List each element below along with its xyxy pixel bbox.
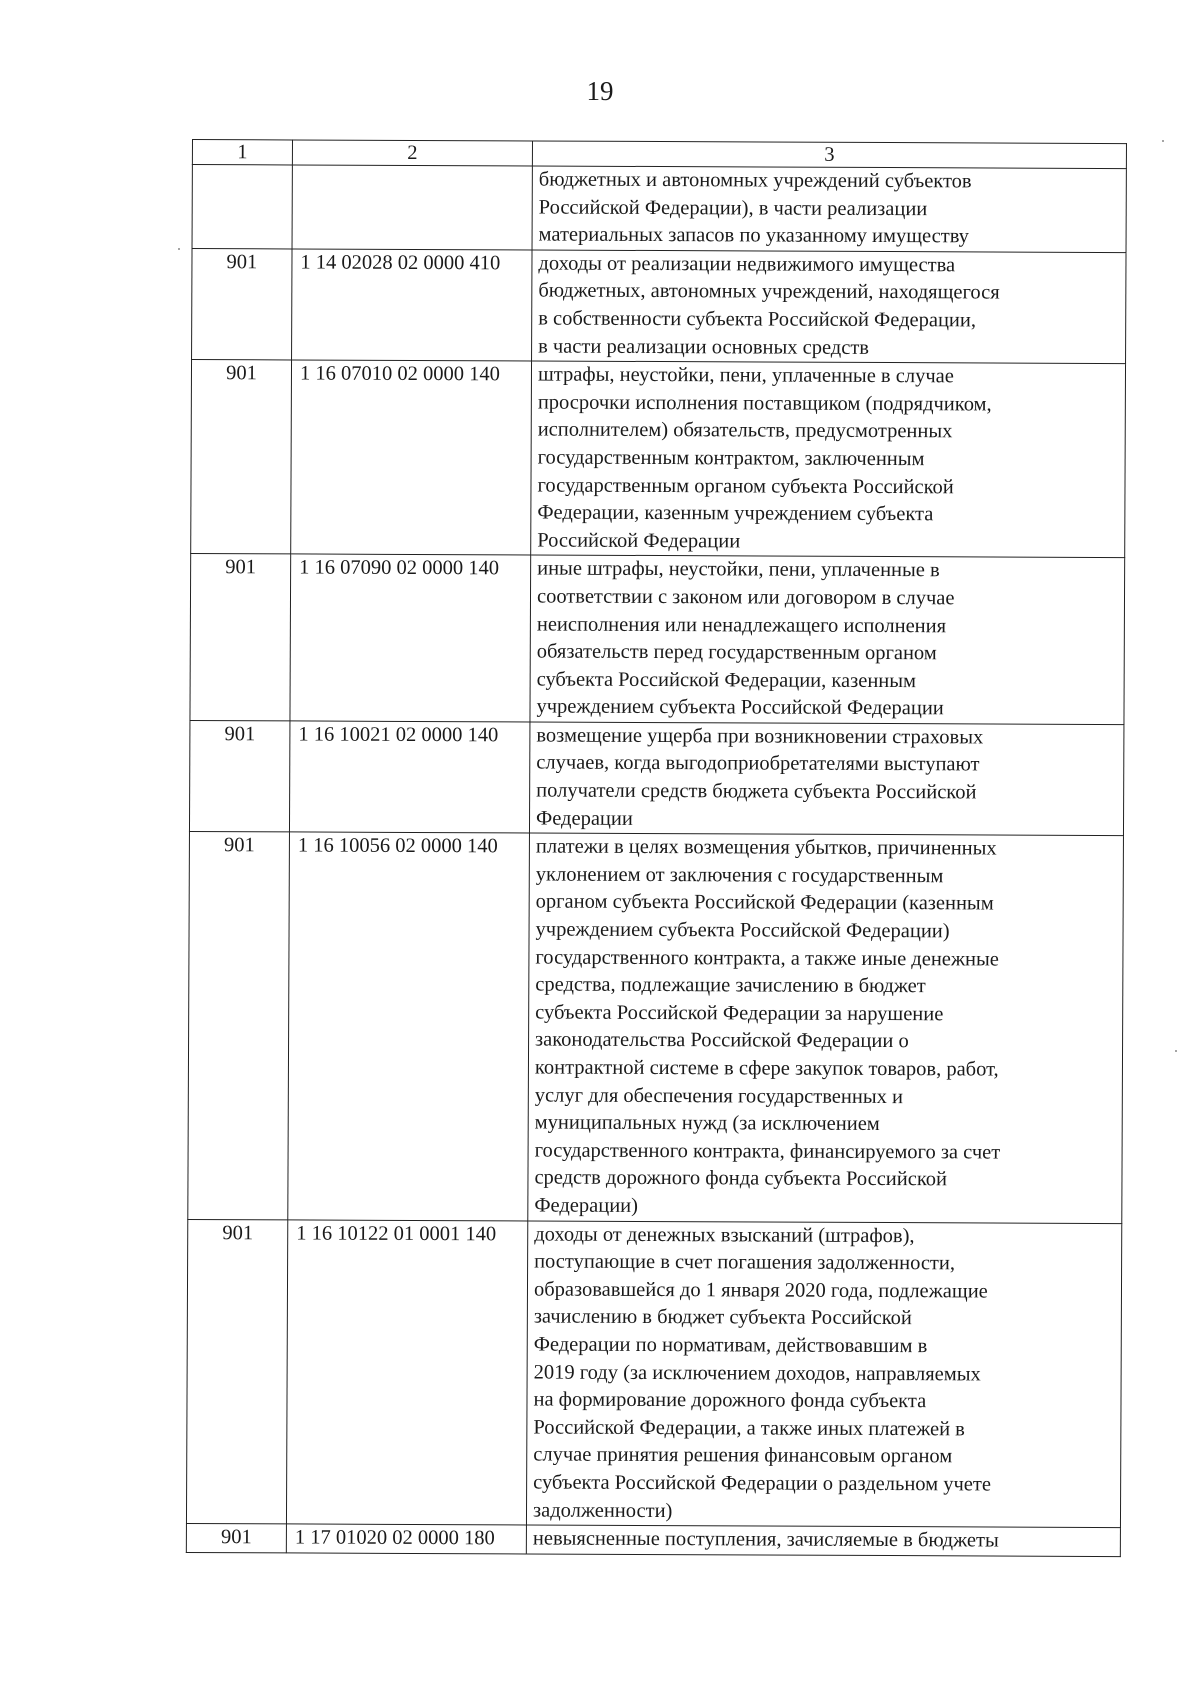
description-line: субъекта Российской Федерации за нарушение — [535, 1001, 944, 1026]
table-row — [192, 248, 1126, 363]
description-cell — [531, 361, 1126, 558]
description-cell — [528, 833, 1124, 1223]
description-line: средства, подлежащие зачислению в бюджет — [535, 973, 926, 998]
description-line: Федерации — [535, 807, 633, 830]
description-line: случаев, когда выгодоприобретателями выступают — [536, 751, 980, 776]
description-line: органом субъекта Российской Федерации (казенным — [535, 890, 994, 915]
description-line: уклонением от заключения с государственным — [535, 863, 944, 888]
description-line: случае принятия решения финансовым органом — [533, 1443, 953, 1468]
description-line: получатели средств бюджета субъекта Российской — [536, 779, 977, 804]
description-cell — [532, 166, 1126, 252]
table-row — [190, 554, 1125, 725]
description-line: Российской Федерации), в части реализации — [538, 196, 928, 220]
admin-code-cell: 901 — [192, 248, 292, 360]
description-cell — [529, 722, 1123, 836]
description-line: исполнителем) обязательств, предусмотренных — [537, 418, 953, 443]
revenue-code-cell — [292, 165, 532, 250]
description-line: субъекта Российской Федерации, казенным — [536, 668, 917, 692]
description-line: Федерации) — [534, 1194, 639, 1217]
description-cell — [532, 250, 1126, 364]
admin-code-cell: 901 — [186, 1524, 286, 1553]
description-line: зачислению в бюджет субъекта Российской — [533, 1305, 912, 1330]
description-line: доходы от реализации недвижимого имущества — [538, 252, 956, 277]
description-line: 2019 году (за исключением доходов, направляемых — [533, 1361, 981, 1385]
table-row — [192, 165, 1126, 253]
admin-code-cell: 901 — [190, 554, 291, 721]
description-line: доходы от денежных взысканий (штрафов), — [534, 1223, 915, 1247]
table-row — [186, 1219, 1121, 1528]
description-line: неисполнения или ненадлежащего исполнения — [536, 613, 947, 637]
description-line: Российской Федерации — [537, 529, 741, 553]
admin-code-cell: 901 — [188, 832, 290, 1220]
admin-code-cell: 901 — [191, 360, 292, 555]
description-line: учреждением субъекта Российской Федерации) — [535, 918, 950, 943]
column-header-2: 2 — [292, 140, 532, 166]
description-line: Федерации по нормативам, действовавшим в — [533, 1333, 928, 1358]
description-line: бюджетных и автономных учреждений субъектов — [538, 168, 972, 193]
description-line: возмещение ущерба при возникновении страховых — [536, 724, 984, 749]
description-line: просрочки исполнения поставщиком (подрядчиком, — [537, 391, 992, 416]
description-cell — [530, 555, 1125, 724]
admin-code-cell: 901 — [189, 720, 289, 832]
description-line: поступающие в счет погашения задолженности, — [534, 1250, 956, 1275]
description-cell — [526, 1525, 1120, 1556]
description-line: государственного контракта, а также иные денежные — [535, 946, 999, 971]
revenue-code-cell: 1 16 07010 02 0000 140 — [291, 360, 532, 555]
description-line: платежи в целях возмещения убытков, причиненных — [535, 835, 997, 860]
description-line: иные штрафы, неустойки, пени, уплаченные в — [537, 557, 940, 582]
scan-speck — [1162, 140, 1164, 142]
description-line: материальных запасов по указанному имуществу — [538, 223, 970, 248]
description-line: законодательства Российской Федерации о — [535, 1028, 909, 1053]
description-line: средств дорожного фонда субъекта Российской — [534, 1166, 948, 1191]
description-line: услуг для обеспечения государственных и — [534, 1084, 904, 1108]
description-line: соответствии с законом или договором в случае — [536, 585, 955, 610]
description-line: в собственности субъекта Российской Федерации, — [538, 307, 977, 332]
revenue-code-cell: 1 16 10122 01 0001 140 — [286, 1219, 527, 1525]
description-line: государственного контракта, финансируемого за счет — [534, 1139, 1001, 1164]
table-row — [188, 832, 1124, 1223]
description-line: невыясненные поступления, зачисляемые в бюджеты — [532, 1527, 999, 1552]
table-row — [189, 720, 1123, 835]
description-line: субъекта Российской Федерации о раздельном учете — [533, 1471, 992, 1496]
page-number: 19 — [586, 76, 614, 106]
description-line: государственным органом субъекта Российской — [537, 474, 954, 498]
revenue-code-cell: 1 17 01020 02 0000 180 — [286, 1524, 526, 1554]
description-line: штрафы, неустойки, пени, уплаченные в случае — [537, 363, 954, 388]
admin-code-cell: 901 — [186, 1219, 287, 1524]
description-line: Федерации, казенным учреждением субъекта — [537, 501, 934, 526]
scan-speck — [1175, 1050, 1177, 1052]
revenue-code-cell: 1 16 07090 02 0000 140 — [290, 554, 531, 722]
description-line: государственным контрактом, заключенным — [537, 446, 925, 471]
description-line: бюджетных, автономных учреждений, находящегося — [538, 279, 1000, 304]
revenue-code-cell: 1 16 10021 02 0000 140 — [289, 721, 529, 833]
revenue-codes-table — [186, 139, 1127, 1557]
revenue-code-cell: 1 14 02028 02 0000 410 — [292, 249, 532, 361]
description-cell — [526, 1221, 1121, 1528]
column-header-3: 3 — [532, 141, 1126, 169]
description-line: учреждением субъекта Российской Федерации — [536, 695, 944, 720]
table-row — [191, 360, 1126, 558]
scan-speck — [178, 248, 180, 250]
description-line: контрактной системе в сфере закупок товаров, работ, — [534, 1056, 999, 1081]
description-line: в части реализации основных средств — [538, 335, 870, 359]
column-header-1: 1 — [192, 140, 292, 165]
table-row — [186, 1524, 1120, 1557]
description-line: обязательств перед государственным органом — [536, 640, 937, 665]
description-line: на формирование дорожного фонда субъекта — [533, 1388, 927, 1413]
description-line: задолженности) — [532, 1499, 673, 1522]
description-line: образовавшейся до 1 января 2020 года, подлежащие — [533, 1278, 988, 1303]
admin-code-cell — [192, 165, 292, 249]
revenue-code-cell: 1 16 10056 02 0000 140 — [288, 832, 530, 1220]
description-line: Российской Федерации, а также иных платежей в — [533, 1416, 965, 1441]
description-line: муниципальных нужд (за исключением — [534, 1111, 880, 1136]
